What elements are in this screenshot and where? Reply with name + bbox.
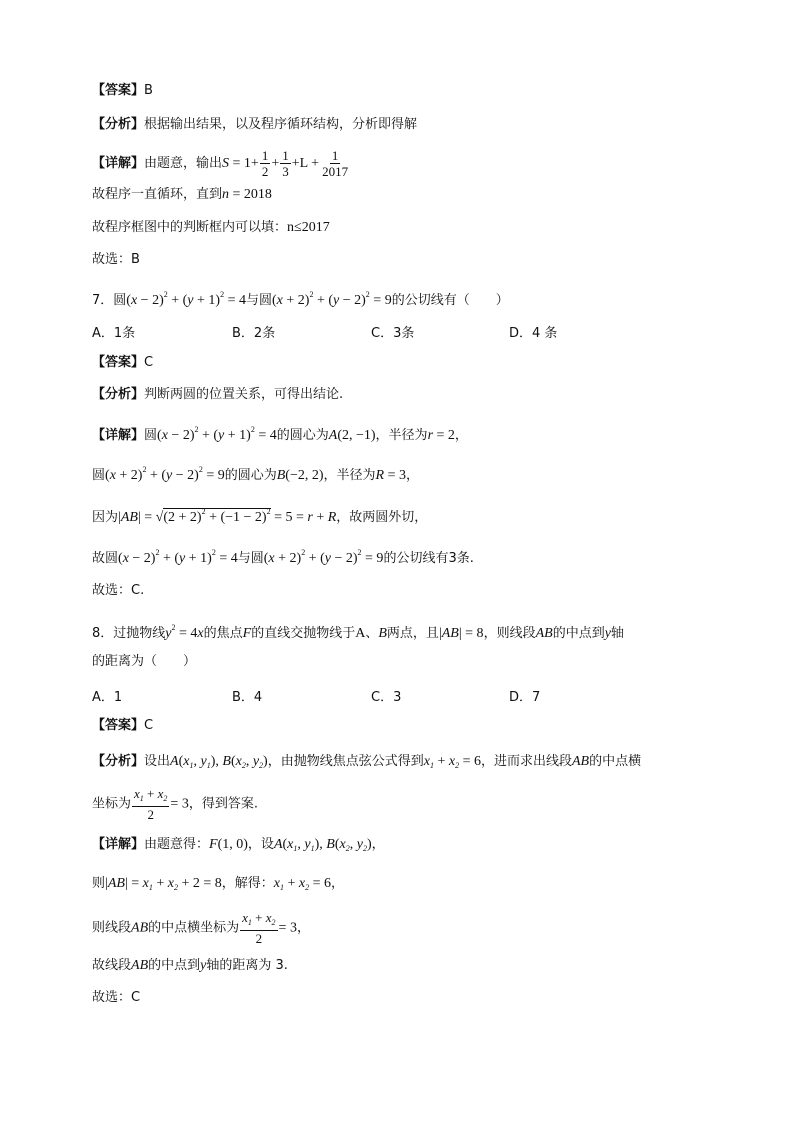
- q7-detail-1: 【详解】圆$(x - 2)^2 + (y + 1)^2 = 4$的圆心为A(2, −1)，半径为r = 2，: [92, 425, 468, 443]
- q8-detail-4: 故线段AB的中点到y轴的距离为 3.: [92, 958, 288, 973]
- q6-analysis: 根据输出结果，以及程序循环结构，分析即得解: [144, 117, 418, 132]
- q6-detail-line: 【详解】由题意，输出S = 1+ $\frac{1}{2}$ + $\frac{1}{3}$ +L + $\frac{1}{2017}$: [92, 148, 349, 179]
- q6-detail-2: 故程序一直循环，直到n = 2018: [92, 187, 272, 202]
- q8-analysis-2: 坐标为 $\frac{x_1 + x_2}{2}$ = 3，得到答案.: [92, 786, 258, 822]
- q6-detail-3: 故程序框图中的判断框内可以填：n≤2017: [92, 220, 330, 235]
- analysis-label: 【分析】: [92, 117, 145, 132]
- answer-label: 【答案】: [92, 83, 145, 98]
- q7-option-b: B．2条: [232, 326, 276, 341]
- q8-detail-1: 【详解】由题意得：F(1, 0)，设$A(x_1$, $y_1$), $B(x_2$, $y_2$)，: [92, 837, 385, 853]
- q7-stem: 7．圆$(x - 2)^2 + (y + 1)^2 = 4$与圆$(x + 2)^2 + (y - 2)^2 = 9$的公切线有（ ）: [92, 290, 509, 308]
- q8-answer-line: 【答案】C: [92, 718, 154, 733]
- q8-stem: 8．过抛物线$y^2 = 4x$的焦点F的直线交抛物线于A、B两点，且|AB| = 8，则线段AB的中点到y轴: [92, 623, 624, 641]
- q8-option-b: B．4: [232, 690, 263, 705]
- q7-choose: 故选：C.: [92, 583, 145, 598]
- q8-analysis-1: 【分析】设出$A(x_1$, $y_1$), $B(x_2$, $y_2$)，由抛物线焦点弦公式得到$x_1 + x_2 = 6$，进而求出线段AB的中点横: [92, 754, 642, 770]
- q6-detail-prefix: 由题意，输出: [144, 156, 223, 171]
- q8-choose: 故选：C: [92, 990, 141, 1005]
- q7-analysis-line: 【分析】判断两圆的位置关系，可得出结论.: [92, 387, 344, 402]
- q7-detail-4: 故圆$(x - 2)^2 + (y + 1)^2 = 4$与圆$(x + 2)^2 + (y - 2)^2 = 9$的公切线有3条.: [92, 548, 474, 566]
- q6-choose: 故选：B: [92, 252, 140, 267]
- q7-detail-2: 圆$(x + 2)^2 + (y - 2)^2 = 9$的圆心为B(−2, 2)，半径为R = 3，: [92, 465, 420, 483]
- q8-stem-2: 的距离为（ ）: [92, 654, 197, 669]
- q6-answer-line: [92, 81, 153, 101]
- detail-label: 【详解】: [92, 156, 145, 171]
- q8-option-d: D．7: [509, 690, 541, 705]
- q7-option-d: D．4 条: [509, 326, 558, 341]
- q6-condition: n≤2017: [287, 220, 330, 235]
- q7-answer-line: 【答案】C: [92, 355, 154, 370]
- q6-analysis-line: [92, 115, 417, 135]
- q8-option-a: A．1: [92, 690, 123, 705]
- q7-option-c: C．3条: [371, 326, 415, 341]
- q8-detail-2: 则$|AB| = x_1 + x_2 + 2 = 8$，解得：$x_1 + x_2 = 6$，: [92, 876, 345, 892]
- q7-detail-3: 因为$|AB| = √(2 + 2)^2 + (-1 - 2)^2 = 5 = r + R$，故两圆外切，: [92, 507, 428, 525]
- q8-detail-3: 则线段AB的中点横坐标为 $\frac{x_1 + x_2}{2}$ = 3，: [92, 910, 310, 946]
- q8-option-c: C．3: [371, 690, 402, 705]
- q6-answer: B: [144, 83, 153, 98]
- q7-option-a: A．1条: [92, 326, 136, 341]
